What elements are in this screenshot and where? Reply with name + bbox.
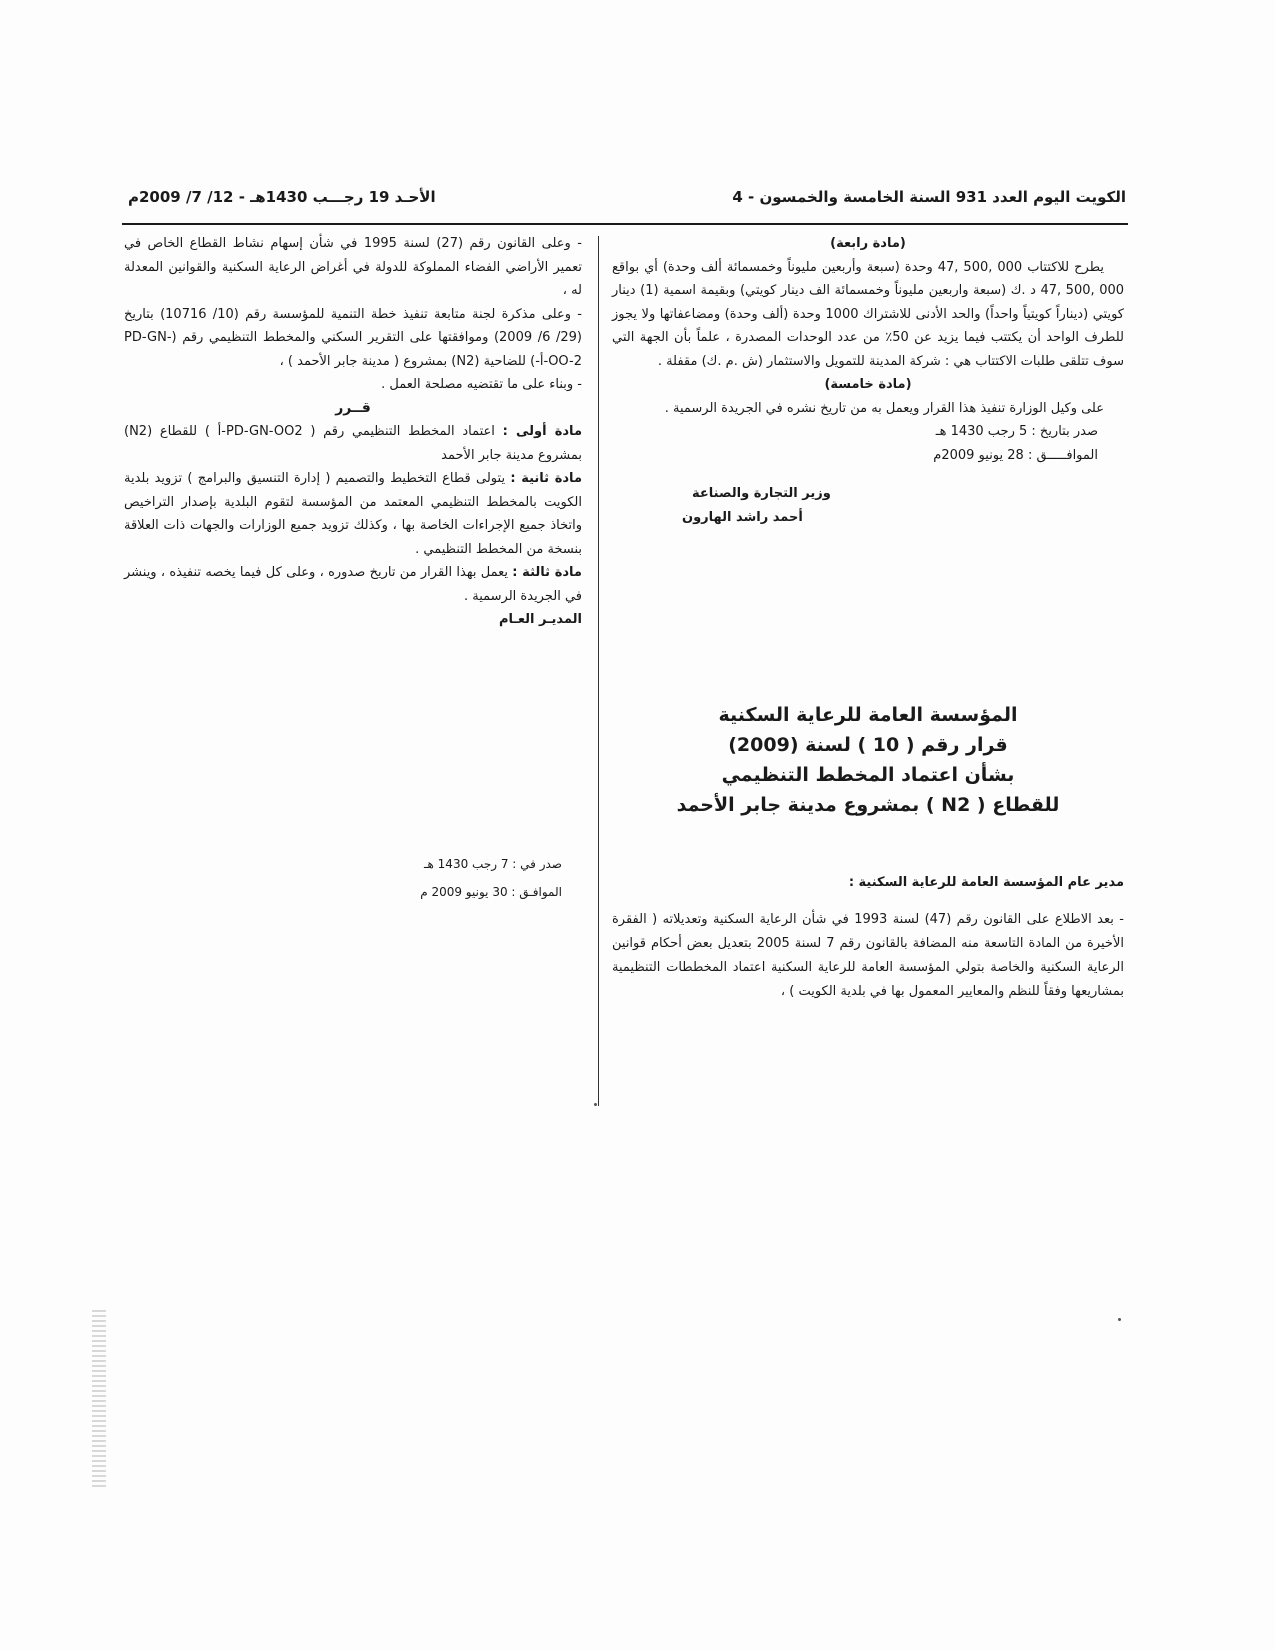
decision-title	[612, 700, 1124, 820]
left-issued-date: صدر في : 7 رجب 1430 هـ	[424, 857, 562, 871]
director-general: المديـر العـام	[498, 612, 582, 627]
column-divider	[598, 236, 599, 1106]
decision-preamble	[612, 858, 1124, 1017]
article3	[124, 561, 582, 608]
signer-name: أحمد راشد الهارون	[682, 510, 803, 525]
clause-law-27: - وعلى القانون رقم (27) لسنة 1995 في شأن إسهام نشاط القطاع الخاص في تعمير الأراضي الفضاء المملوكة للدولة في أغراض الرعاية السكنية والقوانين المعدلة له ،	[124, 236, 582, 298]
decision-issuer: المؤسسة العامة للرعاية السكنية	[718, 704, 1018, 726]
article4-heading: (مادة رابعة)	[830, 236, 906, 251]
clause-work-interest: - وبناء على ما تقتضيه مصلحة العمل .	[381, 377, 582, 392]
header-issue-info: الكويت اليوم العدد 931 السنة الخامسة والخمسون - 4	[732, 188, 1126, 206]
article1-label: مادة أولى :	[502, 424, 582, 439]
article5-heading: (مادة خامسة)	[824, 377, 912, 392]
preamble-text: - بعد الاطلاع على القانون رقم (47) لسنة 1993 في شأن الرعاية السكنية وتعديلاته ( الفقرة الأخيرة من المادة التاسعة منه المضافة بالقانون رقم 7 لسنة 2005 بتعديل بعض أحكام قوانين الرعاية السكنية والخاصة بتولي المؤسسة العامة للرعاية السكنية اعتماد المخططات التنظيمية بمشاريعها وفقاً للنظم والمعايير المعمول بها في بلدية الكويت ) ،	[612, 912, 1124, 999]
preamble-lead: مدير عام المؤسسة العامة للرعاية السكنية :	[848, 875, 1124, 890]
scan-speck	[1118, 1318, 1121, 1321]
scan-margin-noise	[92, 1310, 106, 1490]
article2-text: يتولى قطاع التخطيط والتصميم ( إدارة التنسيق والبرامج ) تزويد بلدية الكويت بالمخطط التنظيمي المعتمد من المؤسسة لتقوم البلدية بإصدار التراخيص واتخاذ جميع الإجراءات الخاصة بها ، وكذلك تزويد جميع الوزارات والجهات ذات العلاقة بنسخة من المخطط التنظيمي .	[124, 471, 582, 557]
decision-sector: للقطاع ( N2 ) بمشروع مدينة جابر الأحمد	[676, 794, 1060, 816]
left-issued-block	[124, 850, 582, 906]
page-header	[128, 188, 1126, 214]
corresponding-date: الموافـــــق : 28 يونيو 2009م	[933, 448, 1098, 463]
article3-label: مادة ثالثة :	[512, 565, 582, 580]
article5-text: على وكيل الوزارة تنفيذ هذا القرار ويعمل به من تاريخ نشره في الجريدة الرسمية .	[664, 400, 1104, 416]
article1	[124, 420, 582, 467]
left-corresponding-date: الموافـق : 30 يونيو 2009 م	[420, 885, 562, 899]
decision-subject: بشأن اعتماد المخطط التنظيمي	[721, 764, 1015, 786]
minister-signature	[612, 482, 1124, 530]
clause-committee-memo: - وعلى مذكرة لجنة متابعة تنفيذ خطة التنمية للمؤسسة رقم (10/ 10716) بتاريخ (29/ 6/ 2009) وموافقتها على التقرير السكني والمخطط التنظيمي رقم (PD-GN-OO-2-أ-) للضاحية (N2) بمشروع ( مدينة جابر الأحمد ) ،	[124, 306, 582, 369]
decision-number: قرار رقم ( 10 ) لسنة (2009)	[728, 734, 1008, 756]
article1-text: اعتماد المخطط التنظيمي رقم ( PD-GN-OO2-أ ) للقطاع (N2) بمشروع مدينة جابر الأحمد	[124, 424, 582, 463]
article3-text: يعمل بهذا القرار من تاريخ صدوره ، وعلى كل فيما يخصه تنفيذه ، وينشر في الجريدة الرسمية .	[124, 565, 582, 604]
signer-title: وزير التجارة والصناعة	[692, 486, 831, 501]
issued-date: صدر بتاريخ : 5 رجب 1430 هـ	[935, 424, 1098, 439]
scan-speck	[594, 1103, 597, 1106]
right-column	[612, 232, 1124, 530]
article2	[124, 467, 582, 561]
decides-heading: قــرر	[335, 399, 371, 416]
article2-label: مادة ثانية :	[510, 471, 582, 486]
header-divider	[122, 223, 1128, 225]
header-date: الأحـد 19 رجـــب 1430هـ - 12/ 7/ 2009م	[128, 188, 436, 206]
left-column	[124, 232, 582, 632]
article4-text: يطرح للاكتتاب 000 ,500 ,47 وحدة (سبعة وأربعين مليوناً وخمسمائة ألف وحدة) أي بواقع 000 ,500 ,47 د .ك (سبعة واربعين مليوناً وخمسمائة الف دينار كويتي) وبقيمة اسمية (1) دينار كويتي (ديناراً كويتياً واحداً) والحد الأدنى للاشتراك 1000 وحدة (ألف وحدة) ومضاعفاتها ولا يجوز للطرف الواحد أن يكتتب فيما يزيد عن 50٪ من عدد الوحدات المصدرة ، علماً بأن الجهة التي سوف تتلقى طلبات الاكتتاب هي : شركة المدينة للتمويل والاستثمار (ش .م .ك) مقفلة .	[612, 259, 1125, 369]
